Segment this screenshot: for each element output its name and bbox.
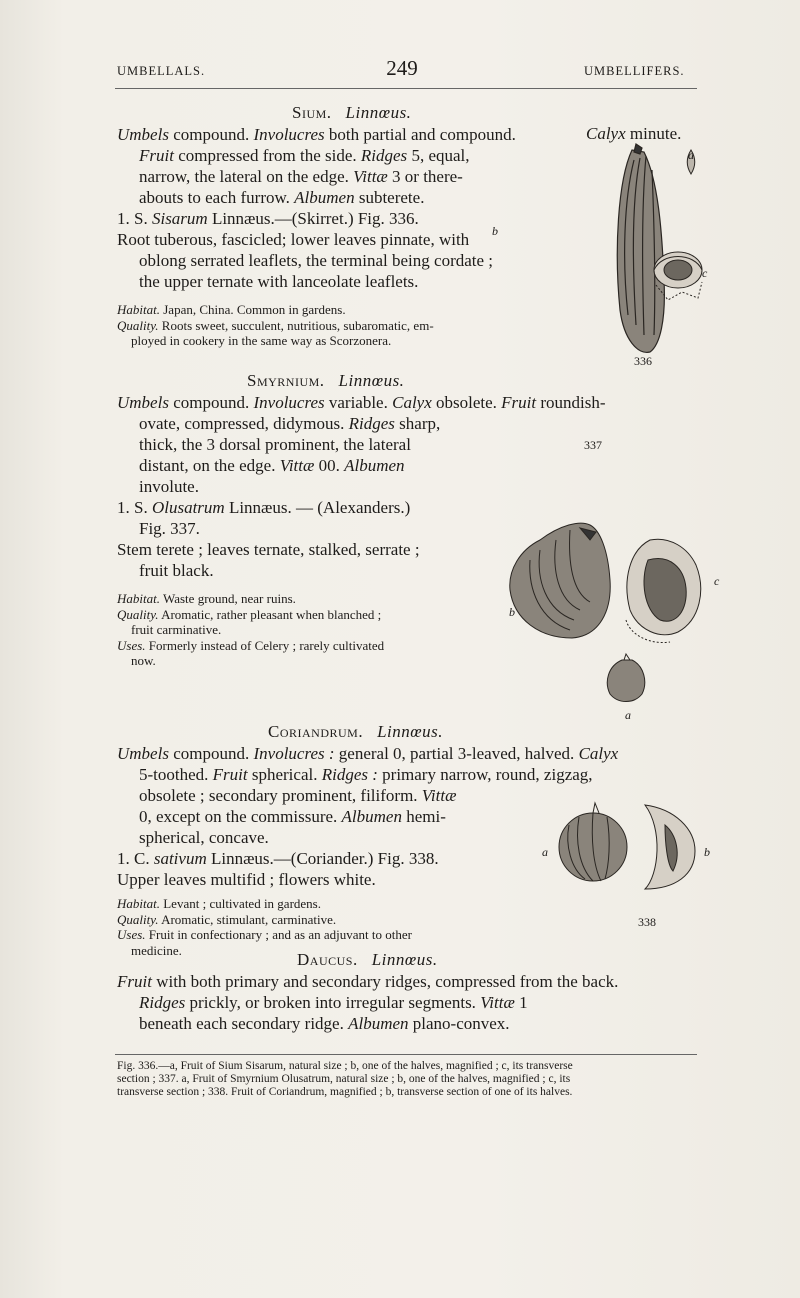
text-line: Root tuberous, fascicled; lower leaves pinnate, with: [117, 230, 470, 249]
fig338-label-b: b: [704, 845, 710, 859]
habitat-line: Habitat. Levant ; cultivated in gardens.: [117, 896, 321, 911]
fig337-label-c: c: [714, 574, 720, 588]
text-line: ovate, compressed, didymous. Ridges sharp,: [139, 414, 441, 433]
footnote-line: Fig. 336.—a, Fruit of Sium Sisarum, natural size ; b, one of the halves, magnified ; c, its transverse: [117, 1060, 573, 1072]
species-line: 1. S. Olusatrum Linnæus. — (Alexanders.): [117, 498, 411, 517]
text-line: the upper ternate with lanceolate leaflets.: [139, 272, 419, 291]
genus-name: Smyrnium.: [247, 371, 325, 390]
figure-336: [610, 140, 720, 360]
smyrnium-heading: [247, 371, 404, 391]
fig336-label-c: c: [702, 266, 708, 280]
page-number: 249: [386, 56, 418, 80]
species-line: 1. C. sativum Linnæus.—(Coriander.) Fig. 338.: [117, 849, 439, 868]
smyrnium-description: [117, 413, 497, 669]
coriandrum-top-lines: [117, 743, 717, 785]
daucus-description: [117, 971, 717, 1034]
figure-337: [500, 470, 710, 710]
footnote-line: section ; 337. a, Fruit of Smyrnium Olusatrum, natural size ; b, one of the halves, magnified ; c, its: [117, 1073, 571, 1085]
text-line: Fig. 337.: [139, 519, 200, 538]
quality-line: Quality. Aromatic, rather pleasant when blanched ;: [117, 606, 382, 622]
running-head-left: UMBELLALS.: [117, 64, 206, 78]
genus-authority: Linnœus.: [377, 722, 443, 741]
sium-calyx: Calyx minute.: [586, 124, 682, 143]
header-rule: [115, 88, 697, 89]
uses-line-cont: now.: [131, 653, 156, 668]
species-line: 1. S. Sisarum Linnæus.—(Skirret.) Fig. 336.: [117, 209, 419, 228]
text-line: Umbels compound. Involucres variable. Calyx obsolete. Fruit roundish-: [117, 393, 606, 412]
fig336-number: 336: [634, 354, 652, 368]
fig338-b-section: [645, 805, 695, 889]
habitat-line: Habitat. Japan, China. Common in gardens.: [117, 302, 346, 317]
coriandrum-heading: [268, 722, 443, 742]
fig337-label-a: a: [625, 708, 631, 722]
uses-line: Uses. Fruit in confectionary ; and as an adjuvant to other: [117, 927, 412, 942]
text-line: involute.: [139, 477, 199, 496]
figure-caption-footnote: [117, 1060, 717, 1099]
text-line: Ridges prickly, or broken into irregular segments. Vittæ 1: [139, 993, 528, 1012]
text-line: Fruit with both primary and secondary ridges, compressed from the back.: [117, 972, 619, 991]
figure-338: [555, 785, 705, 905]
uses-line-cont: medicine.: [131, 942, 182, 958]
fig337-b-half: [510, 523, 610, 638]
fig338-number: 338: [638, 915, 656, 929]
text-line: beneath each secondary ridge. Albumen plano-convex.: [139, 1014, 510, 1033]
genus-name: Coriandrum.: [268, 722, 364, 741]
text-line: 0, except on the commissure. Albumen hemi-: [139, 807, 446, 826]
fig336-b-half: [617, 144, 664, 352]
quality-line-cont: fruit carminative.: [131, 622, 222, 637]
text-line: Fruit compressed from the side. Ridges 5, equal,: [139, 146, 470, 165]
text-line: 5-toothed. Fruit spherical. Ridges : primary narrow, round, zigzag,: [139, 765, 593, 784]
text-line: Umbels compound. Involucres both partial and compound.: [117, 125, 516, 144]
fig337-c-section: [626, 539, 701, 642]
footnote-line: transverse section ; 338. Fruit of Coriandrum, magnified ; b, transverse section of one of its halves.: [117, 1086, 573, 1098]
smyrnium-first-line: [117, 392, 697, 413]
genus-authority: Linnœus.: [345, 103, 412, 122]
habitat-line: Habitat. Waste ground, near ruins.: [117, 591, 296, 606]
fig337-label-b: b: [509, 605, 515, 619]
text-line: abouts to each furrow. Albumen subterete.: [139, 188, 425, 207]
genus-authority: Linnœus.: [371, 950, 438, 969]
text-line: spherical, concave.: [139, 828, 269, 847]
sium-heading: [292, 103, 411, 123]
quality-line-cont: ployed in cookery in the same way as Scorzonera.: [131, 333, 392, 348]
text-line: thick, the 3 dorsal prominent, the lateral: [139, 435, 411, 454]
uses-line: Uses. Formerly instead of Celery ; rarely cultivated: [117, 637, 385, 653]
text-line: Stem terete ; leaves ternate, stalked, serrate ;: [117, 540, 420, 559]
footnote-rule: [115, 1054, 697, 1055]
text-line: Upper leaves multifid ; flowers white.: [117, 870, 376, 889]
genus-name: Sium.: [292, 103, 332, 122]
fig336-label-b: b: [492, 224, 498, 238]
quality-line: Quality. Roots sweet, succulent, nutritious, subaromatic, em-: [117, 317, 434, 333]
text-line: obsolete ; secondary prominent, filiform. Vittæ: [139, 786, 457, 805]
text-line: distant, on the edge. Vittæ 00. Albumen: [139, 456, 405, 475]
fig338-a-fruit: [559, 803, 627, 881]
coriandrum-description: [117, 785, 517, 958]
text-line: oblong serrated leaflets, the terminal being cordate ;: [139, 251, 494, 270]
fig337-a-fruit: [607, 654, 644, 702]
daucus-heading: [297, 950, 438, 970]
genus-name: Daucus.: [297, 950, 358, 969]
fig338-label-a: a: [542, 845, 548, 859]
text-line: Umbels compound. Involucres : general 0, partial 3-leaved, halved. Calyx: [117, 744, 619, 763]
fig337-number: 337: [584, 438, 602, 452]
fig336-label-a: a: [688, 148, 694, 162]
text-line: narrow, the lateral on the edge. Vittæ 3 or there-: [139, 167, 463, 186]
quality-line: Quality. Aromatic, stimulant, carminative.: [117, 911, 337, 927]
text-line: fruit black.: [139, 561, 214, 580]
genus-authority: Linnœus.: [338, 371, 405, 390]
running-head-right: UMBELLIFERS.: [584, 64, 685, 78]
